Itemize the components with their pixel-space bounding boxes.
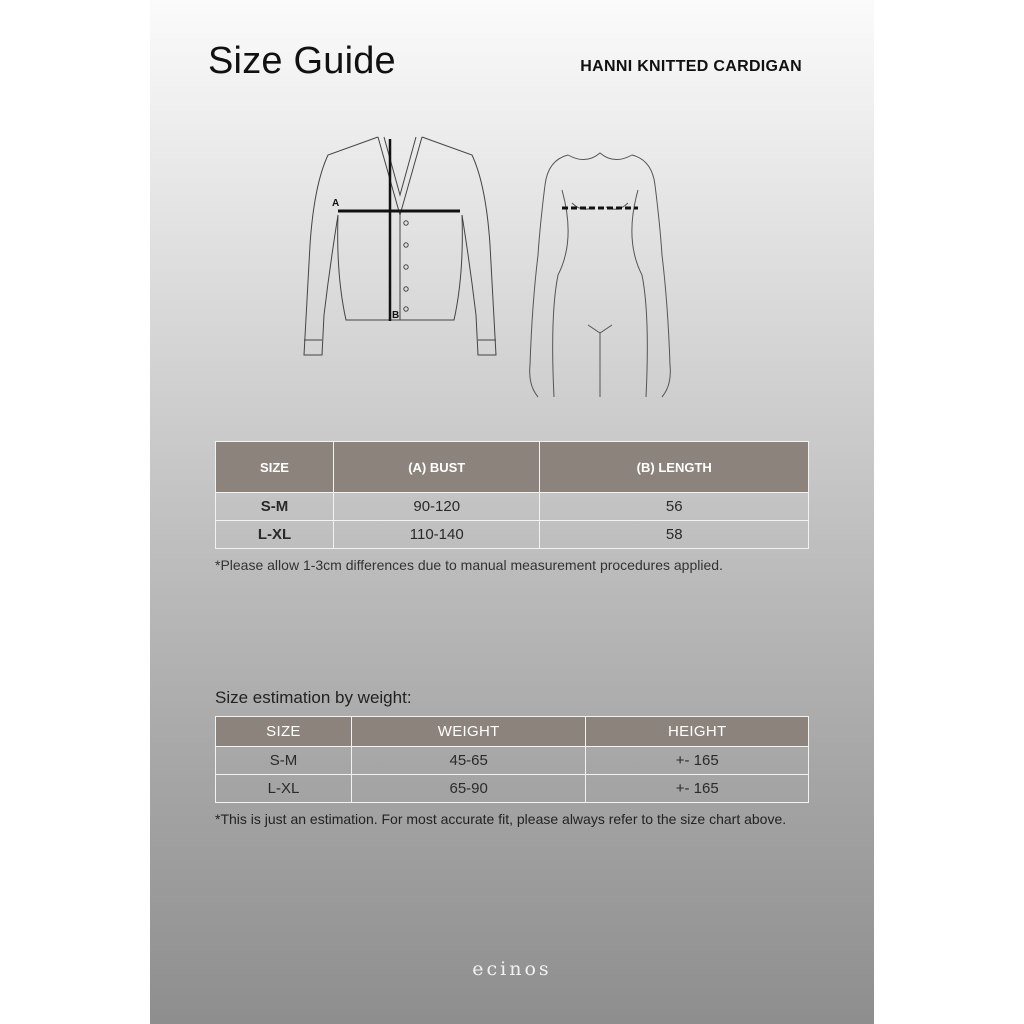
size-guide-card xyxy=(150,0,874,1024)
size-chart-header-size: SIZE xyxy=(216,442,334,493)
weight-chart-header-weight: WEIGHT xyxy=(351,717,586,747)
body-figure-drawing xyxy=(530,153,671,397)
length-cell: 58 xyxy=(540,521,809,549)
size-cell: L-XL xyxy=(216,775,352,803)
page-title: Size Guide xyxy=(208,40,396,82)
weight-cell: 45-65 xyxy=(351,747,586,775)
table-row xyxy=(216,775,809,803)
table-row xyxy=(216,521,809,549)
size-chart-table xyxy=(215,441,809,549)
measurement-illustration xyxy=(300,125,700,415)
height-cell: +- 165 xyxy=(586,747,809,775)
label-a: A xyxy=(332,198,340,209)
size-chart-header-length: (B) LENGTH xyxy=(540,442,809,493)
estimation-note: *This is just an estimation. For most accurate fit, please always refer to the size chart above. xyxy=(215,811,787,827)
measurement-note: *Please allow 1-3cm differences due to manual measurement procedures applied. xyxy=(215,557,723,573)
weight-chart-header-row xyxy=(216,717,809,747)
weight-chart-table xyxy=(215,716,809,803)
height-cell: +- 165 xyxy=(586,775,809,803)
size-cell: S-M xyxy=(216,747,352,775)
product-name: HANNI KNITTED CARDIGAN xyxy=(580,58,802,75)
brand-logo: ecinos xyxy=(472,958,552,980)
bust-cell: 110-140 xyxy=(334,521,540,549)
label-b: B xyxy=(392,310,400,321)
table-row xyxy=(216,493,809,521)
weight-chart-header-size: SIZE xyxy=(216,717,352,747)
weight-estimation-title: Size estimation by weight: xyxy=(215,688,412,707)
size-chart-header-row xyxy=(216,442,809,493)
weight-cell: 65-90 xyxy=(351,775,586,803)
size-chart-header-bust: (A) BUST xyxy=(334,442,540,493)
cardigan-drawing xyxy=(304,137,496,355)
size-cell: S-M xyxy=(216,493,334,521)
bust-cell: 90-120 xyxy=(334,493,540,521)
weight-chart-header-height: HEIGHT xyxy=(586,717,809,747)
table-row xyxy=(216,747,809,775)
length-cell: 56 xyxy=(540,493,809,521)
size-cell: L-XL xyxy=(216,521,334,549)
